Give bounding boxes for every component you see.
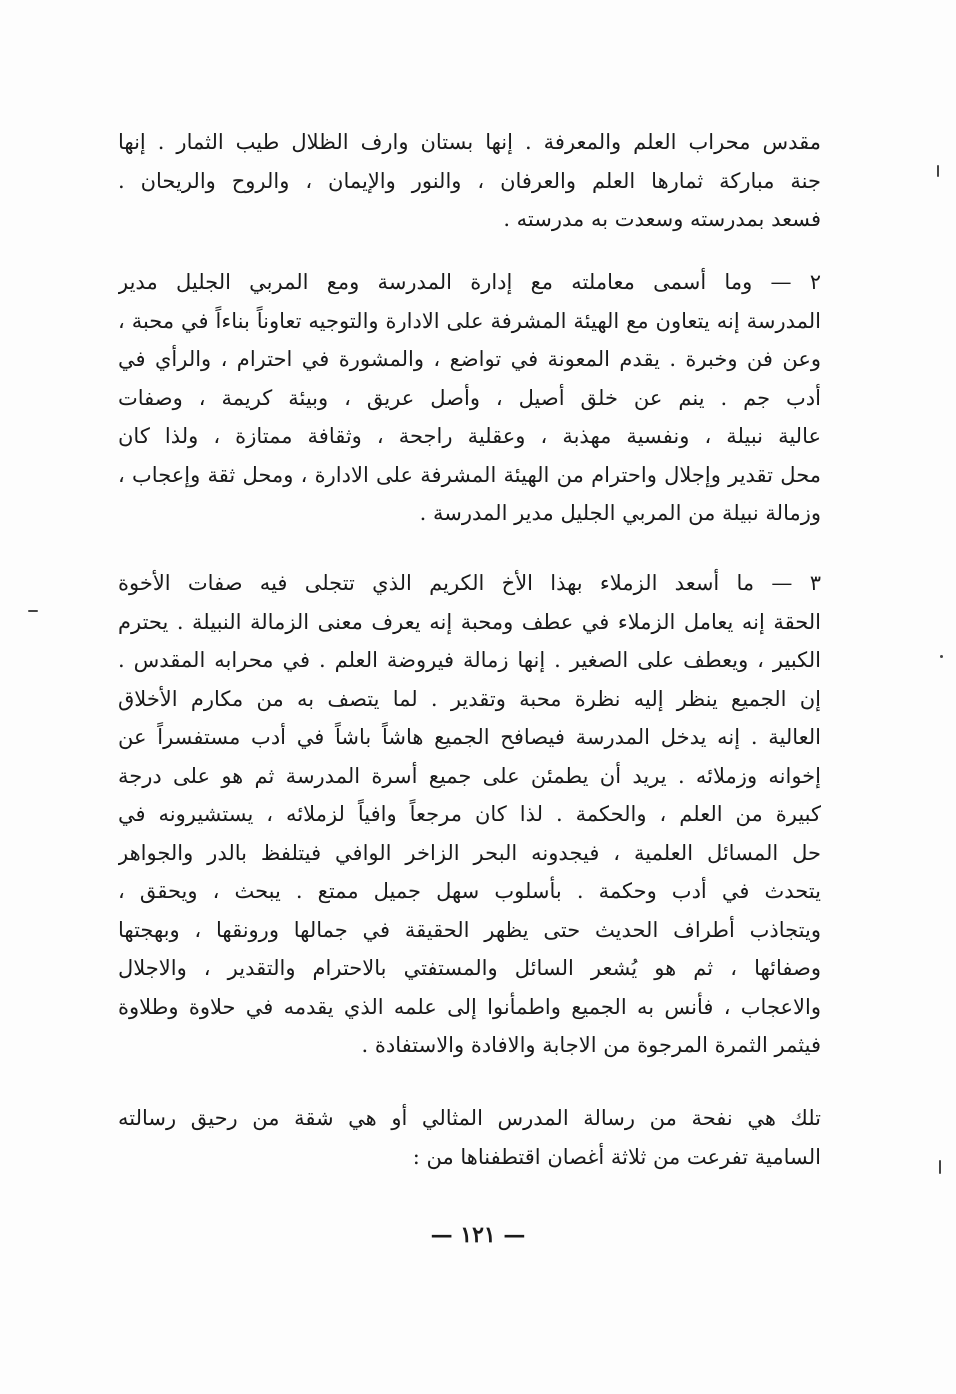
- paragraph-line: وعن فن وخبرة . يقدم المعونة في تواضع ، والمشورة في احترام ، والرأي في: [118, 347, 821, 371]
- paragraph-line: الكبير ، ويعطف على الصغير . إنها زمالة فيروضة العلم . في محرابه المقدس .: [118, 648, 821, 672]
- paragraph-line: كبيرة من العلم ، والحكمة . لذا كان مرجعاً وافياً لزملائه ، يستشيرونه في: [118, 802, 821, 826]
- paragraph-1: [118, 123, 821, 239]
- paragraph-line: فيثمر الثمرة المرجوة من الاجابة والافادة والاستفادة .: [361, 1033, 821, 1057]
- paragraph-2: [118, 263, 821, 533]
- paragraph-line: عالية نبيلة ، ونفسية مهذبة ، وعقلية راجحة ، وثقافة ممتازة ، ولذا كان: [118, 424, 821, 448]
- paragraph-line: المدرسة إنه يتعاون مع الهيئة المشرفة على الادارة والتوجيه تعاوناً بناءاً في محبة ،: [118, 308, 821, 333]
- paragraph-line: فسعد بمدرسته وسعدت به مدرسته .: [503, 207, 821, 231]
- paragraph-line: العالية . إنه يدخل المدرسة فيصافح الجميع هاشاً باشاً في أدب مستفسراً عن: [118, 725, 821, 749]
- paragraph-line: السامية تفرعت من ثلاثة أغصان اقتطفناها من :: [412, 1144, 821, 1169]
- paragraph-line: محل تقدير وإجلال واحترام من الهيئة المشرفة على الادارة ، ومحل ثقة وإعجاب ،: [118, 462, 821, 487]
- paragraph-line: الحقة إنه يعامل الزملاء في عطف ومحبة إنه يعرف معنى الزمالة النبيلة . يحترم: [118, 609, 821, 634]
- paragraph-line: تلك هي نفحة من رسالة المدرس المثالي أو هي شقة من رحيق رسالته: [118, 1106, 821, 1130]
- scan-speck: [939, 1160, 941, 1174]
- paragraph-line: مقدس محراب العلم والمعرفة . إنها بستان وارف الظلال طيب الثمار . إنها: [118, 130, 821, 154]
- paragraph-line: ٢ — وما أسمى معاملته مع إدارة المدرسة ومع المربي الجليل مدير: [118, 270, 821, 294]
- paragraph-line: والاعجاب ، فأنس به الجميع واطمأنوا إلى علمه الذي يقدمه في حلاوة وطلاوة: [118, 994, 821, 1019]
- paragraph-line: أدب جم . ينم عن خلق أصيل ، وأصل عريق ، وبيئة كريمة ، وصفات: [118, 385, 821, 410]
- paragraph-line: إن الجميع ينظر إليه نظرة محبة وتقدير . لما يتصف به من مكارم الأخلاق: [118, 686, 821, 711]
- paragraph-3: [118, 564, 821, 1065]
- paragraph-line: جنة مباركة ثمارها العلم والعرفان ، والنور والإيمان ، والروح والريحان .: [118, 168, 821, 193]
- paragraph-line: وصفائها ، ثم هو يُشعر السائل والمستفتي بالاحترام والتقدير ، والاجلال: [118, 956, 821, 980]
- paragraph-4: [118, 1099, 821, 1176]
- paragraph-line: حل المسائل العلمية ، فيجدونه البحر الزاخر الوافي فيتلفظ بالدر والجواهر: [118, 840, 821, 865]
- scan-speck: [28, 610, 38, 612]
- paragraph-line: ويتجاذب أطراف الحديث حتى يظهر الحقيقة في جمالها ورونقها ، وبهجتها: [118, 917, 821, 942]
- page-number: — ١٢١ —: [430, 1222, 526, 1248]
- scan-speck: [937, 165, 939, 177]
- paragraph-line: يتحدث في أدب وحكمة . بأسلوب سهل جميل ممتع . يبحث ، ويحقق ،: [118, 879, 821, 903]
- paragraph-line: وزمالة نبيلة من المربي الجليل مدير المدرسة .: [419, 501, 821, 525]
- paragraph-line: إخوانه وزملائه . يريد أن يطمئن على جميع أسرة المدرسة ثم هو على درجة: [118, 763, 821, 788]
- scan-speck: [940, 655, 943, 658]
- paragraph-line: ٣ — ما أسعد الزملاء بهذا الأخ الكريم الذي تتجلى فيه صفات الأخوة: [118, 571, 821, 595]
